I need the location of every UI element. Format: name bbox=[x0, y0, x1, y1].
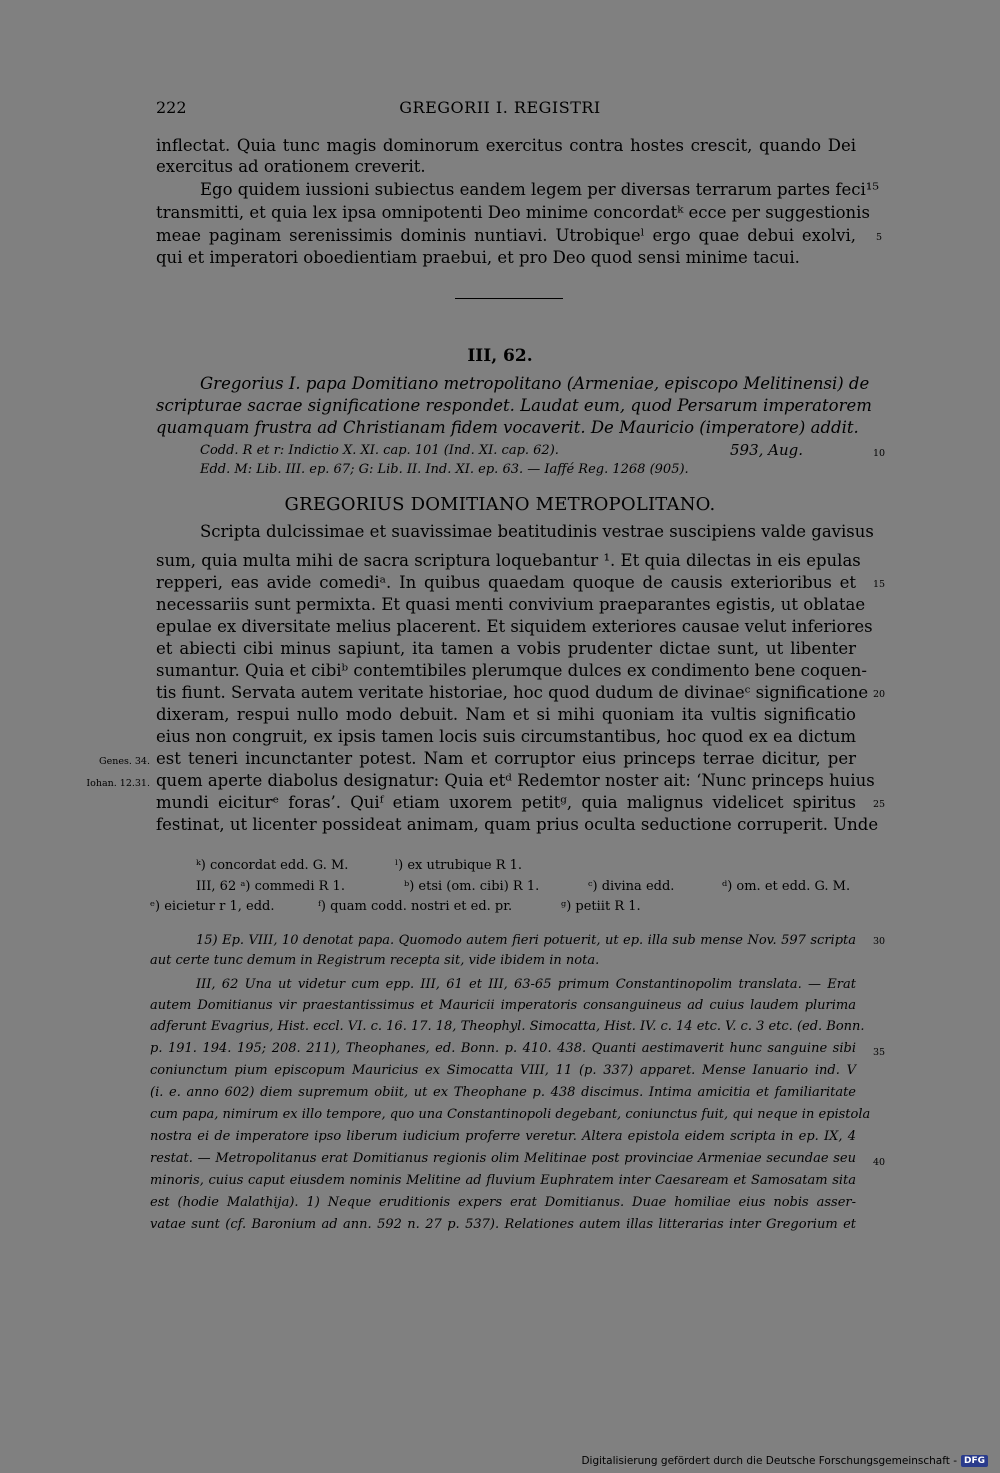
apparatus-note: ᵈ) om. et edd. G. M. bbox=[722, 879, 851, 894]
note-line: vatae sunt (cf. Baronium ad ann. 592 n. 27 p. 537). Relationes autem illas litterarias inter Gregorium et bbox=[150, 1217, 856, 1232]
note-line: p. 191. 194. 195; 208. 211), Theophanes, ed. Bonn. p. 410. 438. Quanti aestimaverit hunc sanguine sibi bbox=[150, 1041, 856, 1056]
digitization-footer bbox=[581, 1455, 988, 1467]
note-line: III, 62 Una ut videtur cum epp. III, 61 et III, 63-65 primum Constantinopolim translata. — Erat bbox=[196, 977, 856, 992]
margin-reference: Genes. 34. bbox=[99, 756, 150, 767]
divider bbox=[455, 298, 563, 299]
note-line: nostra ei de imperatore ipso liberum iudicium proferre veretur. Altera epistola eidem scripta in ep. IX, 4 bbox=[150, 1129, 856, 1144]
text-line: exercitus ad orationem creverit. bbox=[156, 157, 426, 176]
note-line: autem Domitianus vir praestantissimus et Mauricii imperatoris consanguineus ad cuius laudem plurima bbox=[150, 998, 856, 1013]
note-line: cum papa, nimirum ex illo tempore, quo una Constantinopoli degebant, coniunctus fuit, qui neque in epistola bbox=[150, 1107, 871, 1122]
text-line: transmitti, et quia lex ipsa omnipotenti Deo minime concordatᵏ ecce per suggestionis bbox=[156, 203, 870, 222]
line-number: 35 bbox=[872, 1047, 886, 1058]
line-number: 20 bbox=[872, 689, 886, 700]
text-line: inflectat. Quia tunc magis dominorum exercitus contra hostes crescit, quando Dei bbox=[156, 136, 856, 155]
note-line: coniunctum pium episcopum Mauricius ex Simocatta VIII, 11 (p. 337) apparet. Mense Ianuario ind. V bbox=[150, 1063, 856, 1078]
codices-line: Codd. R et r: Indictio X. XI. cap. 101 (Ind. XI. cap. 62). bbox=[200, 443, 559, 458]
margin-reference: Iohan. 12.31. bbox=[86, 778, 150, 789]
summary-line: quamquam frustra ad Christianam fidem vocaverit. De Mauricio (imperatore) addit. bbox=[156, 418, 859, 437]
line-number: 40 bbox=[872, 1157, 886, 1168]
note-line: aut certe tunc demum in Registrum recepta sit, vide ibidem in nota. bbox=[150, 953, 600, 968]
footer-text: Digitalisierung gefördert durch die Deutsche Forschungsgemeinschaft - bbox=[581, 1455, 957, 1467]
running-title: GREGORII I. REGISTRI bbox=[399, 98, 601, 117]
text-line: sumantur. Quia et cibiᵇ contemtibiles plerumque dulces ex condimento bene coquen- bbox=[156, 661, 867, 680]
summary-line: scripturae sacrae significatione respondet. Laudat eum, quod Persarum imperatorem bbox=[156, 396, 872, 415]
text-line: epulae ex diversitate melius placerent. Et siquidem exteriores causae velut inferiores bbox=[156, 617, 873, 636]
dfg-logo: DFG bbox=[961, 1455, 988, 1467]
letter-number: III, 62. bbox=[467, 346, 533, 366]
text-line: mundi eiciturᵉ foras’. Quiᶠ etiam uxorem petitᵍ, quia malignus videlicet spiritus bbox=[156, 793, 856, 812]
note-line: minoris, cuius caput eiusdem nominis Melitine ad fluvium Euphratem inter Caesaream et Samosatam sita bbox=[150, 1173, 856, 1188]
text-line: necessariis sunt permixta. Et quasi menti convivium praeparantes egistis, ut oblatae bbox=[156, 595, 866, 614]
letter-date: 593, Aug. bbox=[730, 441, 804, 459]
summary-line: Gregorius I. papa Domitiano metropolitano (Armeniae, episcopo Melitinensi) de bbox=[200, 374, 870, 393]
line-number: 5 bbox=[875, 232, 883, 243]
apparatus-note: ᶜ) divina edd. bbox=[588, 879, 675, 894]
note-line: adferunt Evagrius, Hist. eccl. VI. c. 16. 17. 18, Theophyl. Simocatta, Hist. IV. c. 14 etc. V. c. 3 etc. (ed. Bonn. bbox=[150, 1019, 865, 1034]
text-line: Scripta dulcissimae et suavissimae beatitudinis vestrae suscipiens valde gavisus bbox=[200, 522, 874, 541]
text-line: sum, quia multa mihi de sacra scriptura loquebantur ¹. Et quia dilectas in eis epulas bbox=[156, 551, 861, 570]
text-line: meae paginam serenissimis dominis nuntiavi. Utrobiqueˡ ergo quae debui exolvi, bbox=[156, 226, 856, 245]
note-line: restat. — Metropolitanus erat Domitianus regionis olim Melitinae post provinciae Armeniae secundae seu bbox=[150, 1151, 856, 1166]
text-line: tis fiunt. Servata autem veritate historiae, hoc quod dudum de divinaeᶜ significatione bbox=[156, 683, 869, 702]
text-line: et abiecti cibi minus sapiunt, ita tamen a vobis prudenter dictae sunt, ut libenter bbox=[156, 639, 856, 658]
text-line: festinat, ut licenter possideat animam, quam prius oculta seductione corruperit. Unde bbox=[156, 815, 879, 834]
line-number: 30 bbox=[872, 936, 886, 947]
letter-heading: GREGORIUS DOMITIANO METROPOLITANO. bbox=[284, 494, 716, 515]
apparatus-note: ᵏ) concordat edd. G. M. bbox=[196, 858, 349, 873]
editions-line: Edd. M: Lib. III. ep. 67; G: Lib. II. Ind. XI. ep. 63. — Iaffé Reg. 1268 (905). bbox=[200, 462, 689, 477]
apparatus-note: ˡ) ex utrubique R 1. bbox=[395, 858, 523, 873]
note-line: (i. e. anno 602) diem supremum obiit, ut ex Theophane p. 438 discimus. Intima amicitia et familiaritate bbox=[150, 1085, 856, 1100]
text-line: est teneri incunctanter potest. Nam et corruptor eius princeps terrae dicitur, per bbox=[156, 749, 856, 768]
apparatus-note: ᶠ) quam codd. nostri et ed. pr. bbox=[318, 899, 513, 914]
line-number: 15 bbox=[872, 579, 886, 590]
apparatus-note: III, 62 ᵃ) commedi R 1. bbox=[196, 879, 345, 894]
apparatus-note: ᵇ) etsi (om. cibi) R 1. bbox=[404, 879, 540, 894]
note-line: 15) Ep. VIII, 10 denotat papa. Quomodo autem fieri potuerit, ut ep. illa sub mense Nov. 597 scripta bbox=[196, 933, 856, 948]
text-line: dixeram, respui nullo modo debuit. Nam et si mihi quoniam ita vultis significatio bbox=[156, 705, 856, 724]
text-line: quem aperte diabolus designatur: Quia etᵈ Redemtor noster ait: ‘Nunc princeps huius bbox=[156, 771, 875, 790]
note-line: est (hodie Malathija). 1) Neque eruditionis expers erat Domitianus. Duae homiliae eius nobis asser- bbox=[150, 1195, 856, 1210]
text-line: eius non congruit, ex ipsis tamen locis suis circumstantibus, hoc quod ex ea dictum bbox=[156, 727, 856, 746]
text-line: Ego quidem iussioni subiectus eandem legem per diversas terrarum partes feci¹⁵ bbox=[200, 180, 879, 199]
line-number: 10 bbox=[872, 448, 886, 459]
text-line: repperi, eas avide comediᵃ. In quibus quaedam quoque de causis exterioribus et bbox=[156, 573, 856, 592]
page-number: 222 bbox=[156, 98, 187, 117]
apparatus-note: ᵍ) petiit R 1. bbox=[561, 899, 641, 914]
text-line: qui et imperatori oboedientiam praebui, et pro Deo quod sensi minime tacui. bbox=[156, 248, 800, 267]
apparatus-note: ᵉ) eicietur r 1, edd. bbox=[150, 899, 275, 914]
line-number: 25 bbox=[872, 799, 886, 810]
